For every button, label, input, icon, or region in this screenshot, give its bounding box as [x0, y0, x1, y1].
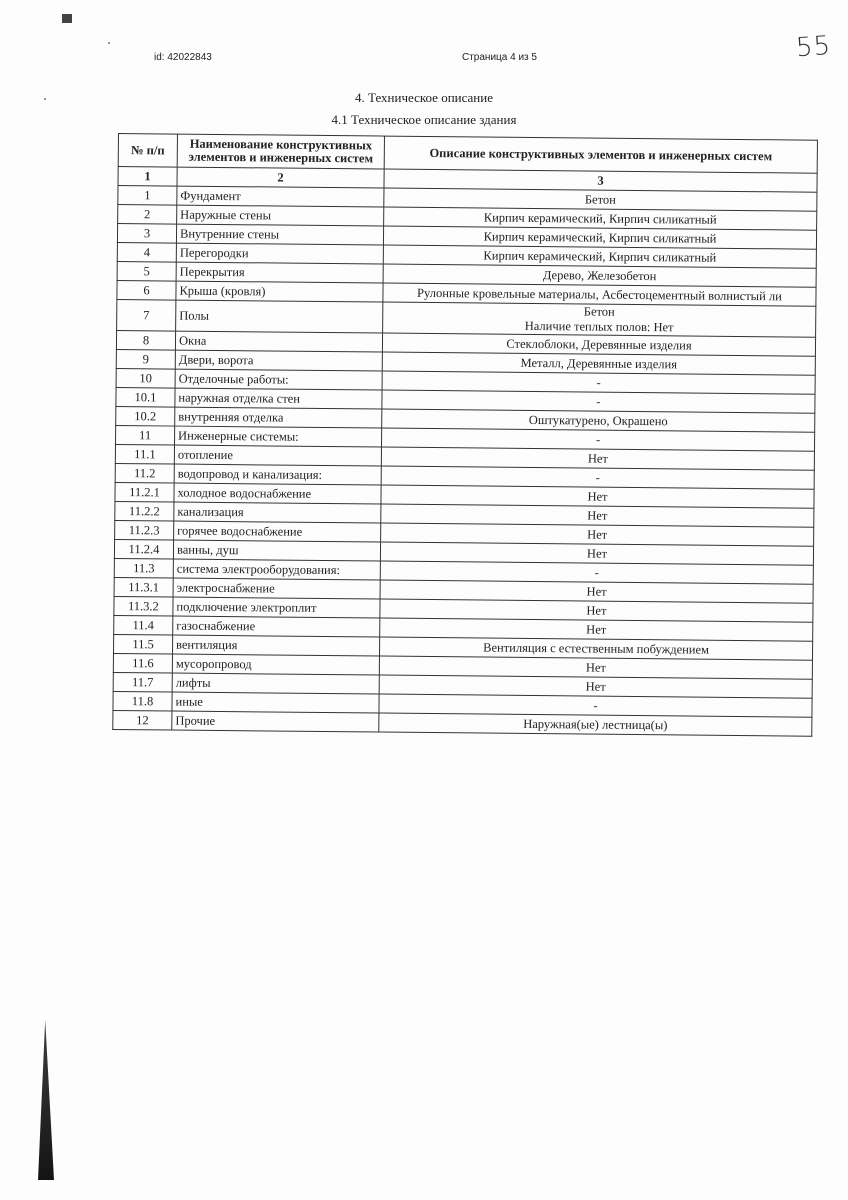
element-description: Нет — [381, 523, 814, 546]
header-desc: Описание конструктивных элементов и инженерных систем — [384, 136, 817, 173]
element-name: Внутренние стены — [176, 224, 383, 245]
row-number: 11.1 — [115, 444, 174, 464]
element-description: Оштукатурено, Окрашено — [382, 409, 815, 432]
element-description: Кирпич керамический, Кирпич силикатный — [383, 245, 816, 268]
element-name: Окна — [175, 331, 382, 352]
element-description: - — [380, 561, 813, 584]
element-name: ванны, душ — [173, 540, 380, 561]
element-description: Кирпич керамический, Кирпич силикатный — [384, 207, 817, 230]
element-description: Кирпич керамический, Кирпич силикатный — [383, 226, 816, 249]
row-number: 3 — [117, 224, 176, 244]
element-description: Бетон — [384, 188, 817, 211]
column-number: 3 — [384, 169, 817, 192]
element-description: Нет — [381, 485, 814, 508]
row-number: 1 — [118, 186, 177, 206]
row-number: 2 — [118, 205, 177, 225]
element-name: Наружные стены — [177, 205, 384, 226]
element-name: холодное водоснабжение — [174, 483, 381, 504]
scan-mark — [62, 14, 72, 23]
row-number: 9 — [116, 349, 175, 369]
element-name: горячее водоснабжение — [174, 521, 381, 542]
element-name: вентиляция — [173, 635, 380, 656]
technical-description-table — [112, 133, 818, 737]
element-name: Двери, ворота — [175, 350, 382, 371]
element-description: Стеклоблоки, Деревянные изделия — [382, 333, 815, 356]
header-name: Наименование конструктивных элементов и инженерных систем — [177, 134, 384, 169]
element-name: Фундамент — [177, 186, 384, 207]
row-number: 11.5 — [114, 634, 173, 654]
element-name: электроснабжение — [173, 578, 380, 599]
element-description: - — [382, 371, 815, 394]
description-line: Бетон — [583, 304, 615, 319]
element-description: - — [379, 694, 812, 717]
row-number: 11.3.2 — [114, 596, 173, 616]
element-name: Отделочные работы: — [175, 369, 382, 390]
element-name: Прочие — [172, 711, 379, 732]
row-number: 8 — [116, 330, 175, 350]
row-number: 11.2.3 — [115, 520, 174, 540]
element-description: Нет — [380, 618, 813, 641]
element-description: Нет — [380, 542, 813, 565]
document-id: id: 42022843 — [154, 52, 212, 63]
subsection-title: 4.1 Техническое описание здания — [331, 112, 517, 127]
element-description: Нет — [380, 599, 813, 622]
element-name: Инженерные системы: — [175, 426, 382, 447]
header-num: № п/п — [118, 134, 177, 168]
element-name: канализация — [174, 502, 381, 523]
page-indicator: Страница 4 из 5 — [462, 52, 537, 63]
description-line: Наличие теплых полов: Нет — [524, 318, 674, 335]
row-number: 11.3.1 — [114, 577, 173, 597]
element-description: - — [381, 466, 814, 489]
row-number: 11.2.4 — [114, 539, 173, 559]
row-number: 11 — [116, 425, 175, 445]
row-number: 10.1 — [116, 387, 175, 407]
element-description: Нет — [380, 580, 813, 603]
row-number: 11.6 — [113, 653, 172, 673]
element-name: подключение электроплит — [173, 597, 380, 618]
element-name: Крыша (кровля) — [176, 281, 383, 302]
row-number: 10 — [116, 368, 175, 388]
row-number: 7 — [117, 299, 176, 331]
element-name: Перегородки — [176, 243, 383, 264]
element-name: газоснабжение — [173, 616, 380, 637]
element-name: мусоропровод — [172, 654, 379, 675]
table-body — [113, 186, 817, 737]
element-name: внутренняя отделка — [175, 407, 382, 428]
element-description: - — [381, 428, 814, 451]
handwritten-page-number: 55 — [794, 30, 833, 64]
row-number: 4 — [117, 242, 176, 262]
element-name: система электрооборудования: — [173, 559, 380, 580]
row-number: 6 — [117, 280, 176, 300]
element-description: Нет — [381, 504, 814, 527]
element-description: Нет — [379, 656, 812, 679]
row-number: 11.8 — [113, 691, 172, 711]
element-name: иные — [172, 692, 379, 713]
row-number: 11.2.1 — [115, 482, 174, 502]
element-description: - — [382, 390, 815, 413]
row-number: 11.3 — [114, 558, 173, 578]
section-title: 4. Техническое описание — [355, 90, 493, 105]
element-name: водопровод и канализация: — [174, 464, 381, 485]
element-name: Полы — [176, 300, 383, 333]
element-description — [383, 302, 816, 337]
element-description: Вентиляция с естественным побуждением — [379, 637, 812, 660]
element-description: Наружная(ые) лестница(ы) — [379, 713, 812, 736]
element-name: отопление — [174, 445, 381, 466]
element-description: Дерево, Железобетон — [383, 264, 816, 287]
element-name: наружная отделка стен — [175, 388, 382, 409]
row-number: 12 — [113, 710, 172, 730]
element-description: Нет — [381, 447, 814, 470]
row-number: 11.7 — [113, 672, 172, 692]
element-name: лифты — [172, 673, 379, 694]
row-number: 11.2.2 — [115, 501, 174, 521]
row-number: 10.2 — [116, 406, 175, 426]
element-description: Рулонные кровельные материалы, Асбестоцементный волнистый ли — [383, 283, 816, 306]
element-name: Перекрытия — [176, 262, 383, 283]
element-description: Нет — [379, 675, 812, 698]
element-description: Металл, Деревянные изделия — [382, 352, 815, 375]
scan-edge-shadow — [38, 1020, 54, 1180]
column-number: 1 — [118, 167, 177, 187]
row-number: 11.2 — [115, 463, 174, 483]
column-number: 2 — [177, 167, 384, 188]
row-number: 5 — [117, 261, 176, 281]
row-number: 11.4 — [114, 615, 173, 635]
scan-dot — [108, 42, 110, 44]
